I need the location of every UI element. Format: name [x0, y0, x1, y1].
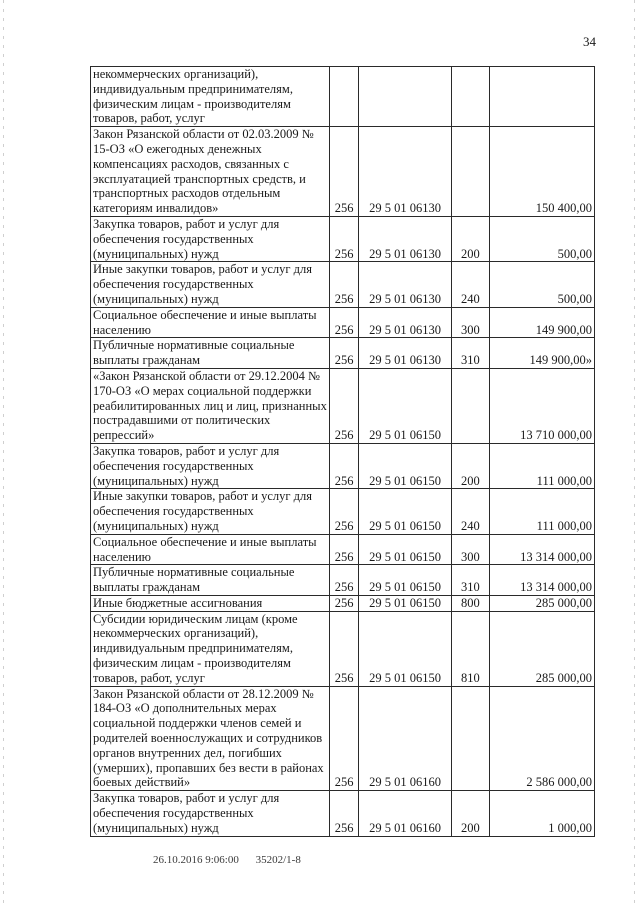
row-name: Иные бюджетные ассигнования [91, 595, 330, 611]
table-row [91, 307, 595, 338]
row-code: 256 [329, 307, 358, 338]
table-row [91, 368, 595, 443]
scan-edge-right [634, 0, 635, 905]
table-row [91, 67, 595, 127]
row-amount: 285 000,00 [489, 595, 594, 611]
row-code: 256 [329, 338, 358, 369]
row-expense-type: 810 [451, 611, 489, 686]
row-target-article: 29 5 01 06150 [359, 368, 452, 443]
budget-table [90, 66, 595, 837]
row-name: Закупка товаров, работ и услуг для обеспечения государственных (муниципальных) нужд [91, 443, 330, 488]
page-number: 34 [583, 34, 596, 49]
row-target-article: 29 5 01 06130 [359, 338, 452, 369]
table-row [91, 611, 595, 686]
row-amount: 2 586 000,00 [489, 686, 594, 791]
row-code: 256 [329, 216, 358, 261]
row-code: 256 [329, 127, 358, 217]
row-amount: 1 000,00 [489, 791, 594, 836]
table-row [91, 686, 595, 791]
table-row [91, 595, 595, 611]
footer [153, 854, 315, 866]
row-target-article: 29 5 01 06160 [359, 686, 452, 791]
scan-edge-left [3, 0, 4, 905]
footer-datetime: 26.10.2016 9:06:00 [153, 854, 239, 866]
row-code: 256 [329, 368, 358, 443]
row-expense-type [451, 67, 489, 127]
row-expense-type: 240 [451, 262, 489, 307]
row-amount: 111 000,00 [489, 489, 594, 534]
row-target-article: 29 5 01 06150 [359, 595, 452, 611]
row-target-article: 29 5 01 06150 [359, 489, 452, 534]
table-row [91, 791, 595, 836]
row-target-article: 29 5 01 06150 [359, 443, 452, 488]
row-expense-type: 240 [451, 489, 489, 534]
row-amount: 149 900,00» [489, 338, 594, 369]
row-expense-type: 200 [451, 791, 489, 836]
row-name: Социальное обеспечение и иные выплаты населению [91, 534, 330, 565]
table-row [91, 565, 595, 596]
row-amount: 111 000,00 [489, 443, 594, 488]
table-row [91, 534, 595, 565]
row-target-article: 29 5 01 06150 [359, 565, 452, 596]
row-expense-type: 300 [451, 534, 489, 565]
row-expense-type: 200 [451, 443, 489, 488]
row-expense-type: 310 [451, 338, 489, 369]
row-expense-type: 200 [451, 216, 489, 261]
row-expense-type: 300 [451, 307, 489, 338]
row-target-article: 29 5 01 06130 [359, 216, 452, 261]
row-amount: 500,00 [489, 216, 594, 261]
row-code: 256 [329, 489, 358, 534]
row-name: Закупка товаров, работ и услуг для обеспечения государственных (муниципальных) нужд [91, 216, 330, 261]
row-target-article: 29 5 01 06130 [359, 262, 452, 307]
row-name: Закон Рязанской области от 02.03.2009 № 15-ОЗ «О ежегодных денежных компенсациях расходов, связанных с эксплуатацией транспортных средств, и транспортных расходов отдельным категориям инвалидов» [91, 127, 330, 217]
row-code: 256 [329, 611, 358, 686]
row-name: Публичные нормативные социальные выплаты гражданам [91, 565, 330, 596]
row-amount: 285 000,00 [489, 611, 594, 686]
row-amount: 500,00 [489, 262, 594, 307]
row-code [329, 67, 358, 127]
table-row [91, 216, 595, 261]
row-code: 256 [329, 565, 358, 596]
row-target-article: 29 5 01 06130 [359, 127, 452, 217]
row-code: 256 [329, 443, 358, 488]
footer-doc-id: 35202/1-8 [255, 854, 301, 866]
row-target-article: 29 5 01 06150 [359, 534, 452, 565]
row-name: Закон Рязанской области от 28.12.2009 № 184-ОЗ «О дополнительных мерах социальной поддержки членов семей и родителей военнослужащих и сотрудников органов внутренних дел, погибших (умерших), пропавших без вести в районах боевых действий» [91, 686, 330, 791]
row-amount: 13 710 000,00 [489, 368, 594, 443]
row-amount: 150 400,00 [489, 127, 594, 217]
row-code: 256 [329, 686, 358, 791]
row-amount: 13 314 000,00 [489, 565, 594, 596]
row-expense-type: 800 [451, 595, 489, 611]
row-expense-type [451, 368, 489, 443]
row-target-article: 29 5 01 06160 [359, 791, 452, 836]
table-row [91, 338, 595, 369]
row-code: 256 [329, 262, 358, 307]
row-amount [489, 67, 594, 127]
row-amount: 13 314 000,00 [489, 534, 594, 565]
row-name: некоммерческих организаций), индивидуальным предпринимателям, физическим лицам - производителям товаров, работ, услуг [91, 67, 330, 127]
row-name: Публичные нормативные социальные выплаты гражданам [91, 338, 330, 369]
row-expense-type: 310 [451, 565, 489, 596]
table-row [91, 489, 595, 534]
row-name: Иные закупки товаров, работ и услуг для обеспечения государственных (муниципальных) нужд [91, 489, 330, 534]
row-code: 256 [329, 595, 358, 611]
row-target-article: 29 5 01 06130 [359, 307, 452, 338]
table-row [91, 443, 595, 488]
row-expense-type [451, 127, 489, 217]
table-row [91, 127, 595, 217]
row-target-article: 29 5 01 06150 [359, 611, 452, 686]
table-row [91, 262, 595, 307]
row-name: Социальное обеспечение и иные выплаты населению [91, 307, 330, 338]
row-expense-type [451, 686, 489, 791]
row-amount: 149 900,00 [489, 307, 594, 338]
row-code: 256 [329, 534, 358, 565]
row-name: «Закон Рязанской области от 29.12.2004 № 170-ОЗ «О мерах социальной поддержки реабилитированных лиц и лиц, признанных пострадавшими от политических репрессий» [91, 368, 330, 443]
row-name: Иные закупки товаров, работ и услуг для обеспечения государственных (муниципальных) нужд [91, 262, 330, 307]
budget-table-body [91, 67, 595, 837]
row-name: Закупка товаров, работ и услуг для обеспечения государственных (муниципальных) нужд [91, 791, 330, 836]
row-target-article [359, 67, 452, 127]
row-name: Субсидии юридическим лицам (кроме некоммерческих организаций), индивидуальным предпринимателям, физическим лицам - производителям товаров, работ, услуг [91, 611, 330, 686]
row-code: 256 [329, 791, 358, 836]
